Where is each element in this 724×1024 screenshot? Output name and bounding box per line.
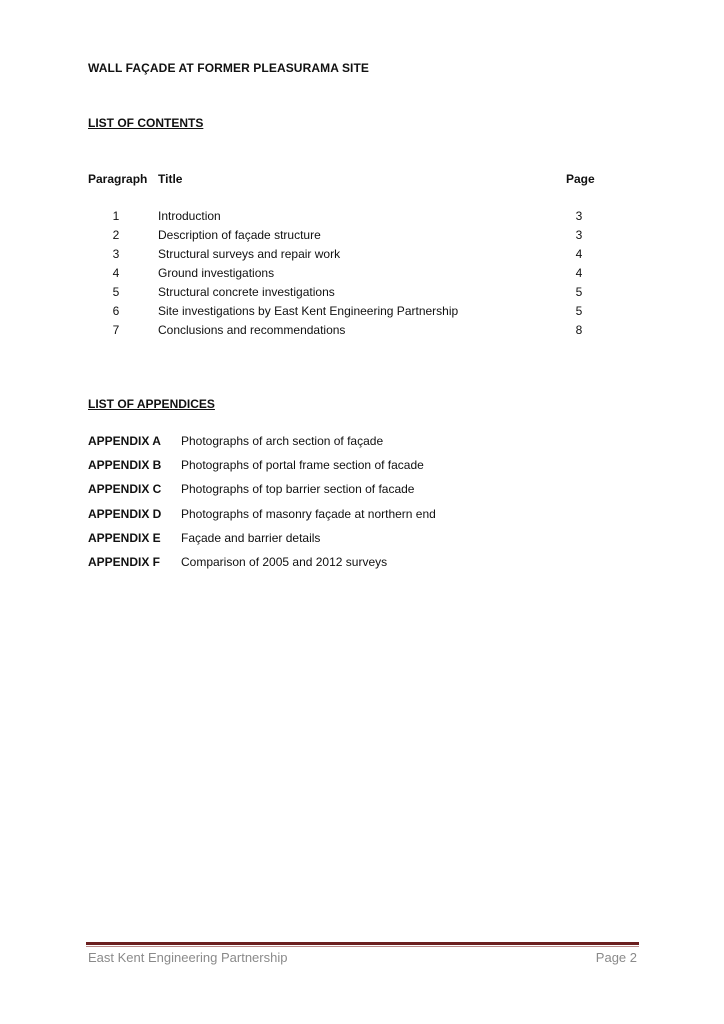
appendix-row: [0, 507, 724, 531]
appendix-description: Photographs of portal frame section of facade: [181, 458, 424, 473]
appendix-label: APPENDIX A: [88, 434, 161, 448]
contents-row: [0, 209, 724, 228]
contents-entry-title: Ground investigations: [158, 266, 275, 280]
contents-paragraph-number: 3: [112, 247, 120, 261]
contents-page-number: 4: [575, 247, 583, 261]
footer-page-number: Page 2: [595, 950, 637, 965]
contents-paragraph-number: 2: [112, 228, 120, 242]
appendix-label: APPENDIX F: [88, 554, 161, 569]
footer-divider-thin: [86, 946, 639, 947]
appendices-heading: LIST OF APPENDICES: [88, 397, 215, 411]
contents-entry-title: Structural concrete investigations: [158, 285, 335, 299]
contents-row: [0, 228, 724, 247]
contents-paragraph-number: 7: [112, 323, 120, 337]
appendix-description: Photographs of top barrier section of facade: [181, 482, 415, 497]
contents-entry-title: Conclusions and recommendations: [158, 323, 346, 337]
contents-page-number: 3: [575, 209, 583, 223]
appendix-row: [0, 482, 724, 506]
contents-entry-title: Structural surveys and repair work: [158, 247, 341, 261]
contents-page-number: 3: [575, 228, 583, 242]
contents-page-number: 8: [575, 323, 583, 337]
contents-list: [0, 209, 724, 342]
contents-paragraph-number: 6: [112, 304, 120, 318]
appendix-label: APPENDIX C: [88, 482, 162, 497]
contents-page-number: 4: [575, 266, 583, 280]
contents-entry-title: Site investigations by East Kent Engineering Partnership: [158, 304, 459, 318]
appendix-description: Photographs of arch section of façade: [181, 434, 384, 448]
contents-row: [0, 285, 724, 304]
column-header-page: Page: [566, 172, 595, 186]
document-title: WALL FAÇADE AT FORMER PLEASURAMA SITE: [88, 61, 370, 75]
contents-paragraph-number: 5: [112, 285, 120, 299]
column-header-paragraph: Paragraph: [88, 172, 148, 186]
appendix-row: [0, 555, 724, 579]
contents-row: [0, 323, 724, 342]
appendix-row: [0, 531, 724, 555]
appendix-description: Façade and barrier details: [181, 530, 321, 545]
column-header-title: Title: [158, 172, 183, 186]
appendix-label: APPENDIX D: [88, 506, 162, 521]
appendix-label: APPENDIX E: [88, 530, 161, 545]
contents-paragraph-number: 1: [112, 209, 120, 223]
contents-row: [0, 247, 724, 266]
contents-entry-title: Description of façade structure: [158, 228, 321, 242]
appendix-description: Comparison of 2005 and 2012 surveys: [181, 554, 388, 569]
contents-page-number: 5: [575, 285, 583, 299]
appendix-label: APPENDIX B: [88, 458, 162, 473]
footer-divider: [86, 942, 639, 945]
contents-paragraph-number: 4: [112, 266, 120, 280]
appendix-row: [0, 434, 724, 458]
contents-row: [0, 304, 724, 323]
contents-entry-title: Introduction: [158, 209, 221, 223]
footer-organisation: East Kent Engineering Partnership: [88, 950, 288, 965]
appendix-row: [0, 458, 724, 482]
contents-row: [0, 266, 724, 285]
appendices-list: [0, 434, 724, 579]
appendix-description: Photographs of masonry façade at northern end: [181, 506, 436, 521]
contents-heading: LIST OF CONTENTS: [88, 116, 204, 130]
contents-page-number: 5: [575, 304, 583, 318]
